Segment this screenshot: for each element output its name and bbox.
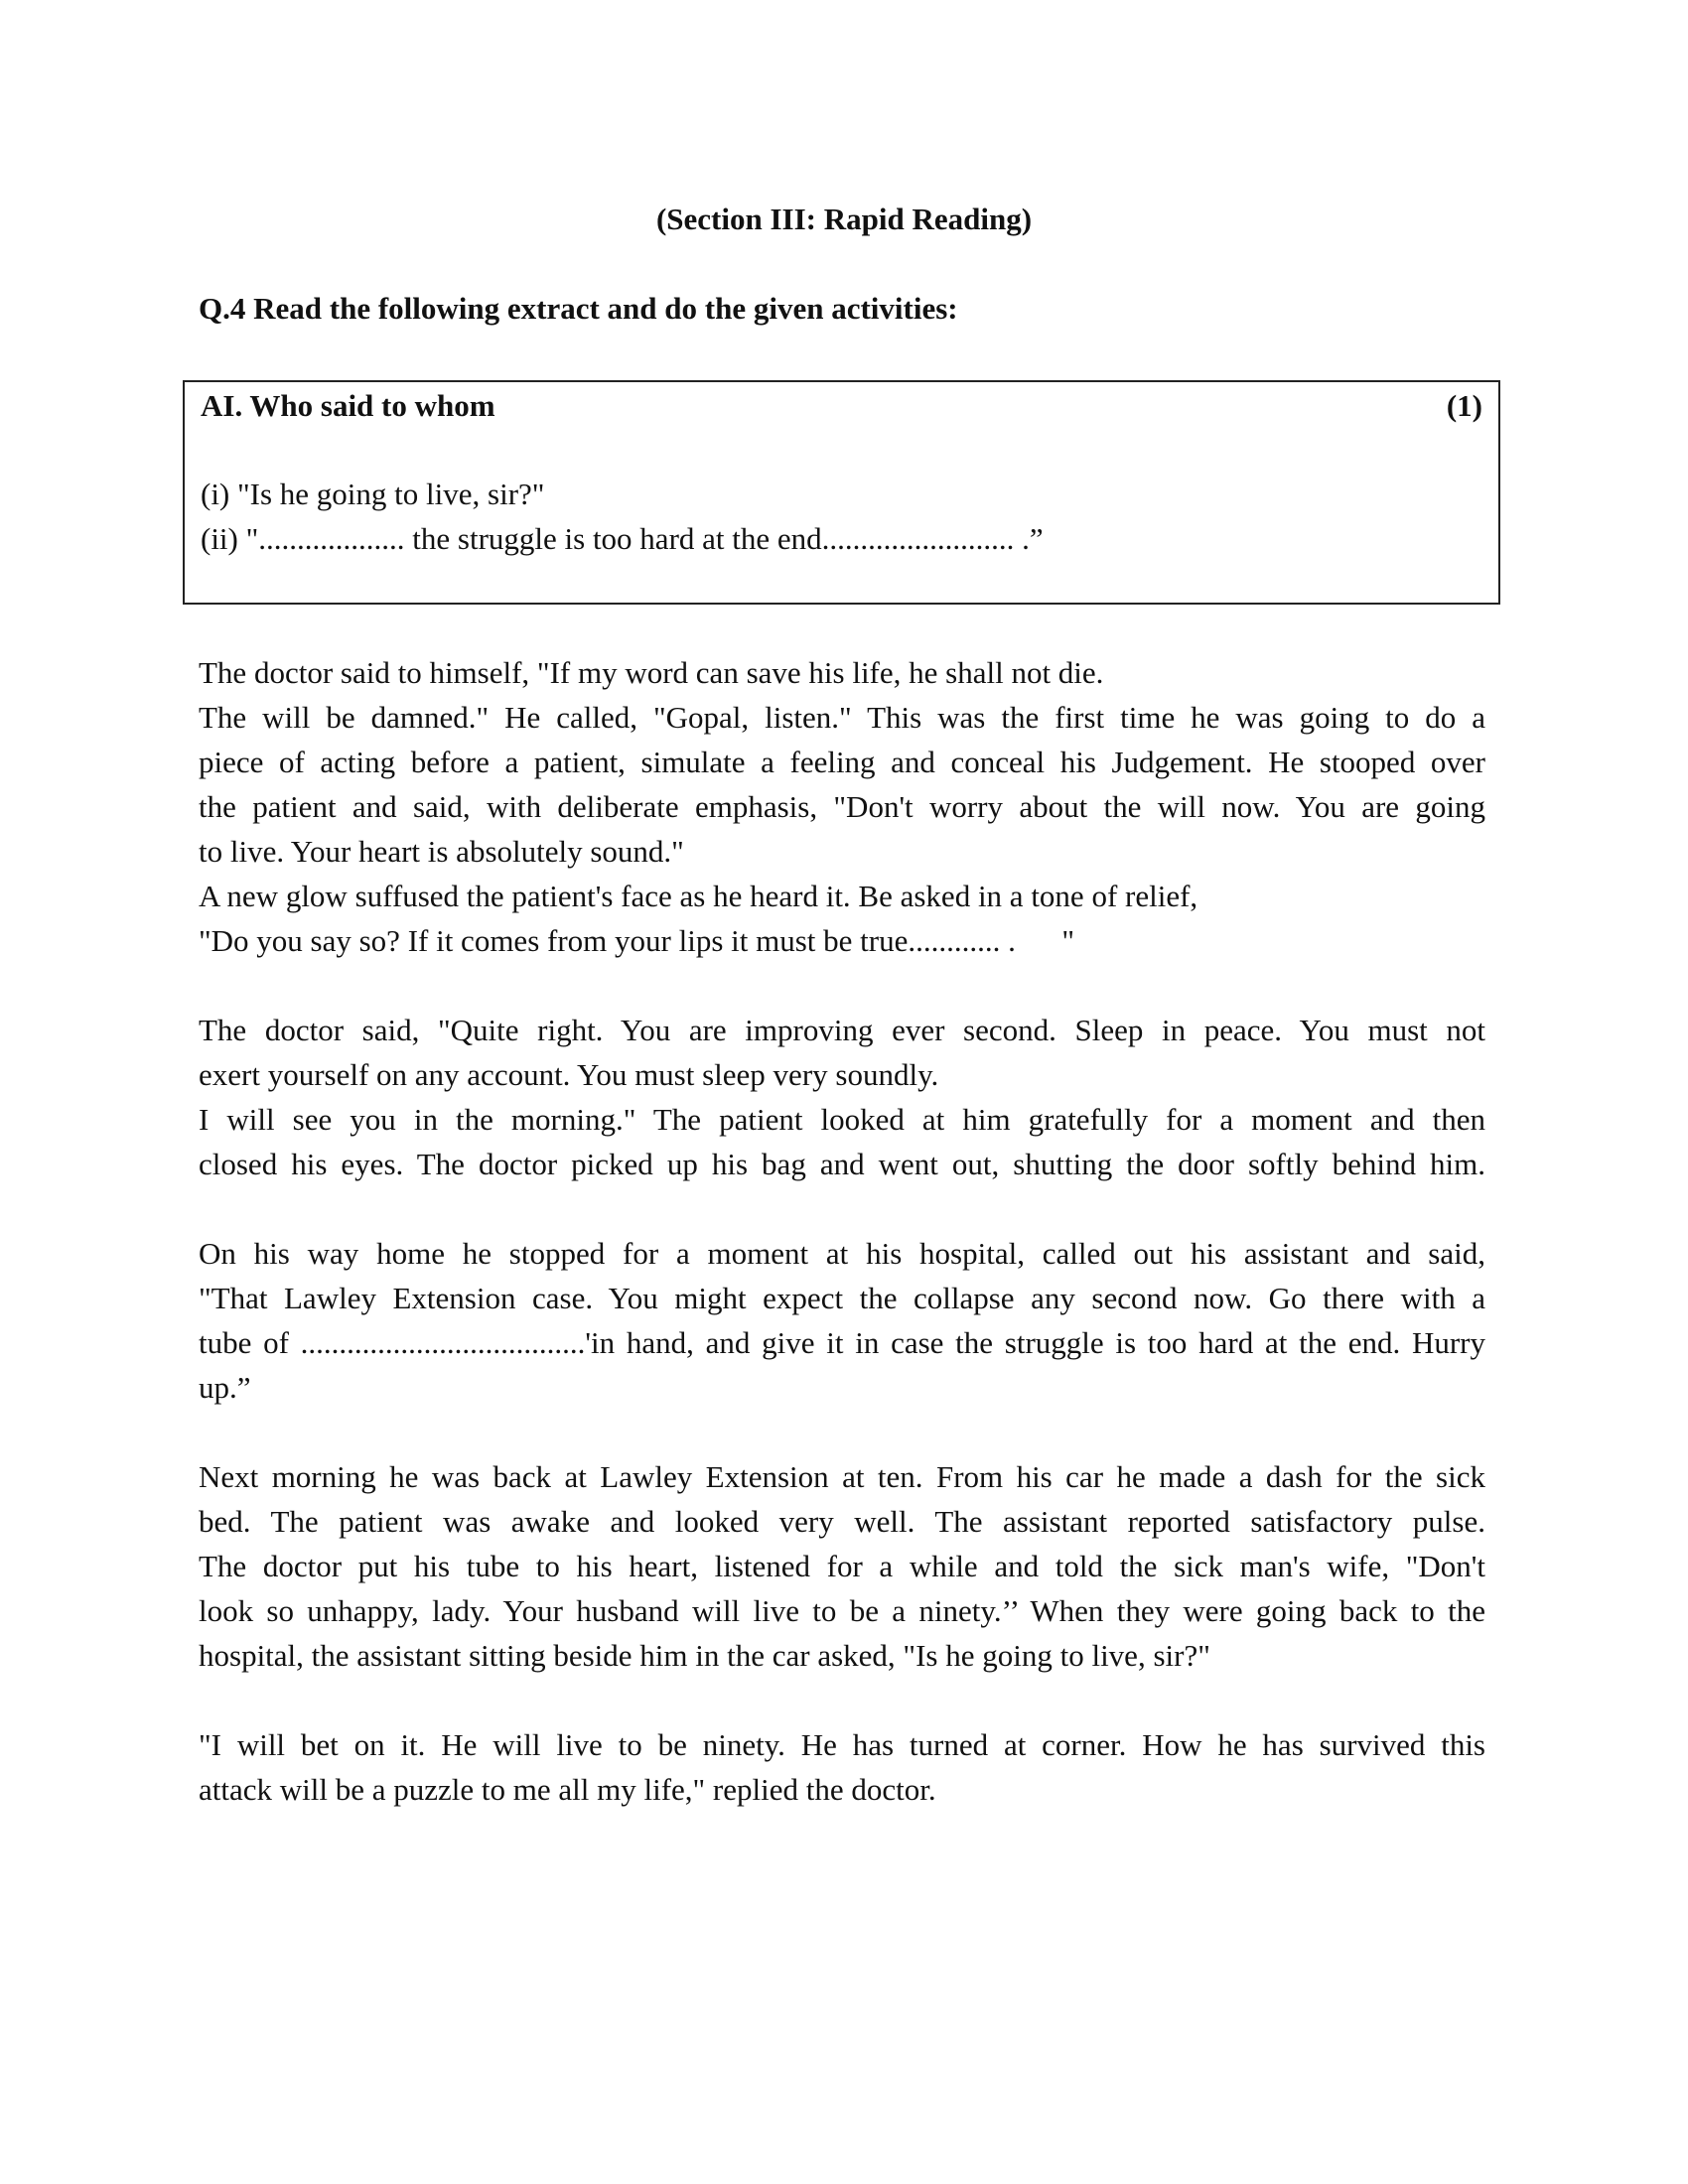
- activity-marks: (1): [1446, 388, 1482, 423]
- passage-paragraph: [199, 1722, 1485, 1812]
- passage-line: Next morning he was back at Lawley Extension at ten. From his car he made a dash for the sick: [199, 1459, 1485, 1494]
- reading-passage: [199, 650, 1485, 1856]
- activity-header: [201, 388, 1482, 424]
- passage-line: to live. Your heart is absolutely sound.": [199, 834, 684, 869]
- passage-line: up.”: [199, 1370, 251, 1405]
- passage-line: tube of .....................................'in hand, and give it in case the struggle is too hard at the end. Hurry: [199, 1325, 1485, 1360]
- passage-line: attack will be a puzzle to me all my life," replied the doctor.: [199, 1772, 936, 1807]
- activity-box: [183, 380, 1500, 605]
- activity-items: [201, 472, 1482, 561]
- passage-line: "Do you say so? If it comes from your lips it must be true............ . ": [199, 923, 1075, 958]
- passage-line: "That Lawley Extension case. You might expect the collapse any second now. Go there with a: [199, 1281, 1485, 1315]
- passage-line: piece of acting before a patient, simulate a feeling and conceal his Judgement. He stooped over: [199, 745, 1485, 779]
- passage-line: On his way home he stopped for a moment at his hospital, called out his assistant and said,: [199, 1236, 1485, 1271]
- passage-line: The doctor said, "Quite right. You are improving ever second. Sleep in peace. You must not: [199, 1013, 1485, 1047]
- passage-paragraph: [199, 650, 1485, 963]
- section-title: (Section III: Rapid Reading): [655, 202, 1033, 236]
- passage-line: "I will bet on it. He will live to be ninety. He has turned at corner. How he has survived this: [199, 1727, 1485, 1762]
- passage-line: bed. The patient was awake and looked very well. The assistant reported satisfactory pulse.: [199, 1504, 1485, 1539]
- activity-heading: AI. Who said to whom: [201, 388, 495, 423]
- passage-paragraph: [199, 1008, 1485, 1186]
- passage-line: The doctor said to himself, "If my word can save his life, he shall not die.: [199, 655, 1104, 690]
- passage-line: A new glow suffused the patient's face as he heard it. Be asked in a tone of relief,: [199, 879, 1198, 913]
- passage-line: the patient and said, with deliberate emphasis, "Don't worry about the will now. You are going: [199, 789, 1485, 824]
- activity-item: (ii) "................... the struggle is too hard at the end......................... .”: [201, 521, 1044, 556]
- passage-paragraph: [199, 1231, 1485, 1410]
- passage-line: look so unhappy, lady. Your husband will live to be a ninety.’’ When they were going back to the: [199, 1593, 1485, 1628]
- passage-paragraph: [199, 1454, 1485, 1678]
- passage-line: I will see you in the morning." The patient looked at him gratefully for a moment and then: [199, 1102, 1485, 1137]
- activity-item: (i) "Is he going to live, sir?": [201, 477, 545, 511]
- passage-line: The will be damned." He called, "Gopal, listen." This was the first time he was going to do a: [199, 700, 1485, 735]
- passage-line: exert yourself on any account. You must sleep very soundly.: [199, 1057, 939, 1092]
- passage-line: hospital, the assistant sitting beside him in the car asked, "Is he going to live, sir?": [199, 1638, 1210, 1673]
- passage-line: The doctor put his tube to his heart, listened for a while and told the sick man's wife, "Don't: [199, 1549, 1485, 1583]
- passage-line: closed his eyes. The doctor picked up his bag and went out, shutting the door softly behind him.: [199, 1147, 1485, 1181]
- question-heading: Q.4 Read the following extract and do the given activities:: [199, 291, 958, 326]
